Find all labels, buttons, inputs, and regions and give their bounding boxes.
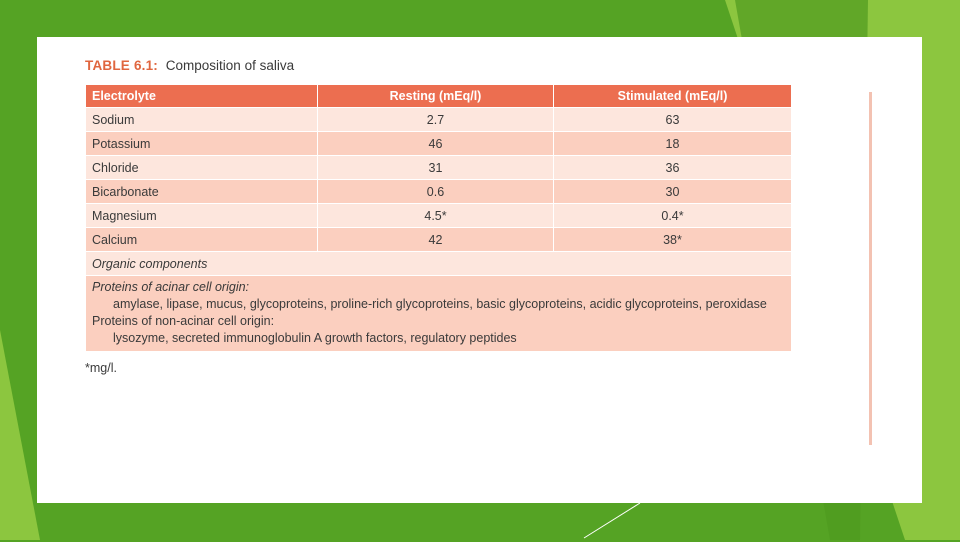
electrolyte-cell: Magnesium (86, 204, 318, 228)
resting-cell: 4.5* (318, 204, 554, 228)
page-margin-rule (869, 92, 872, 445)
table-row (86, 180, 792, 204)
stimulated-cell: 0.4* (554, 204, 792, 228)
resting-cell: 42 (318, 228, 554, 252)
resting-cell: 2.7 (318, 108, 554, 132)
stimulated-cell: 30 (554, 180, 792, 204)
table-title: Composition of saliva (165, 58, 295, 73)
table-number: TABLE 6.1: (85, 58, 159, 73)
stimulated-cell: 38* (554, 228, 792, 252)
column-header-resting: Resting (mEq/l) (318, 85, 554, 108)
electrolyte-cell: Potassium (86, 132, 318, 156)
table-header-row (86, 85, 792, 108)
stimulated-cell: 18 (554, 132, 792, 156)
resting-cell: 46 (318, 132, 554, 156)
electrolyte-cell: Bicarbonate (86, 180, 318, 204)
table-row (86, 228, 792, 252)
decorative-line-stroke (584, 503, 640, 538)
column-header-electrolyte: Electrolyte (86, 85, 318, 108)
table-caption (85, 57, 792, 75)
stimulated-cell: 63 (554, 108, 792, 132)
electrolyte-cell: Sodium (86, 108, 318, 132)
table-row (86, 204, 792, 228)
nonacinar-proteins-list: lysozyme, secreted immunoglobulin A growth factors, regulatory peptides (113, 331, 517, 345)
nonacinar-proteins-heading: Proteins of non-acinar cell origin: (92, 314, 275, 328)
saliva-composition-table (85, 84, 792, 352)
acinar-proteins-list: amylase, lipase, mucus, glycoproteins, proline-rich glycoproteins, basic glycoproteins, acidic glycoproteins, peroxidase (113, 297, 767, 311)
table-row (86, 108, 792, 132)
table-row (86, 132, 792, 156)
table-row-proteins (86, 276, 792, 352)
protein-components-cell (86, 276, 792, 352)
table-footnote: *mg/l. (85, 361, 117, 375)
table-row-organic (86, 252, 792, 276)
resting-cell: 31 (318, 156, 554, 180)
organic-components-heading: Organic components (86, 252, 792, 276)
electrolyte-cell: Chloride (86, 156, 318, 180)
acinar-proteins-heading: Proteins of acinar cell origin: (92, 280, 250, 294)
stimulated-cell: 36 (554, 156, 792, 180)
background-green-shape-left (0, 330, 40, 540)
table-row (86, 156, 792, 180)
electrolyte-cell: Calcium (86, 228, 318, 252)
resting-cell: 0.6 (318, 180, 554, 204)
saliva-table-document (85, 57, 792, 375)
decorative-line (580, 498, 650, 542)
column-header-stimulated: Stimulated (mEq/l) (554, 85, 792, 108)
